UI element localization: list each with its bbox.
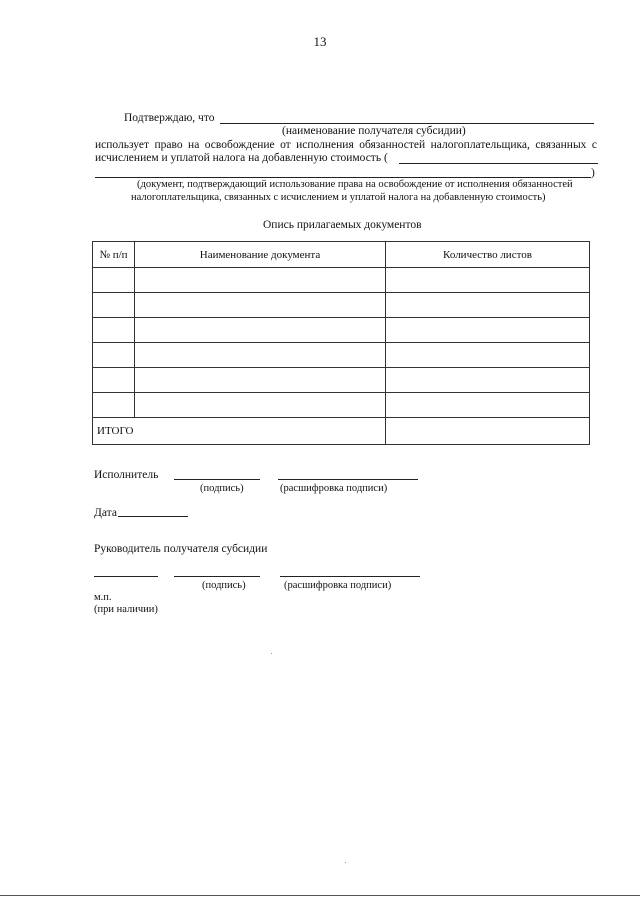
scan-speck (345, 862, 346, 863)
header-document-name: Наименование документа (135, 242, 386, 268)
total-sheet-count[interactable] (386, 418, 590, 445)
cell-sheet-count[interactable] (386, 293, 590, 318)
cell-number[interactable] (93, 268, 135, 293)
document-caption-2: налогоплательщика, связанных с исчислением и уплатой налога на добавленную стоимость) (131, 192, 546, 203)
document-caption-1: (документ, подтверждающий использование права на освобождение от исполнения обязанностей (137, 179, 573, 190)
cell-number[interactable] (93, 343, 135, 368)
cell-document-name[interactable] (135, 393, 386, 418)
header-sheet-count: Количество листов (386, 242, 590, 268)
head-decoding-caption: (расшифровка подписи) (284, 580, 392, 591)
executor-label: Исполнитель (94, 469, 159, 481)
cell-document-name[interactable] (135, 368, 386, 393)
total-label: ИТОГО (93, 418, 386, 445)
cell-number[interactable] (93, 318, 135, 343)
cell-sheet-count[interactable] (386, 368, 590, 393)
seal-label: м.п. (94, 592, 112, 603)
cell-number[interactable] (93, 368, 135, 393)
close-paren: ) (591, 167, 595, 179)
cell-sheet-count[interactable] (386, 393, 590, 418)
head-decoding-line[interactable] (280, 576, 420, 577)
document-line-a[interactable] (399, 163, 598, 164)
confirm-line-2: исчислением и уплатой налога на добавленную стоимость ( (95, 152, 388, 164)
table-row (93, 318, 590, 343)
page-number: 13 (313, 34, 327, 49)
recipient-caption: (наименование получателя субсидии) (282, 125, 466, 137)
cell-sheet-count[interactable] (386, 343, 590, 368)
table-row (93, 268, 590, 293)
inventory-title: Опись прилагаемых документов (263, 219, 422, 231)
date-label: Дата (94, 507, 117, 519)
page-bottom-edge (0, 895, 640, 896)
executor-signature-caption: (подпись) (200, 483, 244, 494)
head-label: Руководитель получателя субсидии (94, 543, 268, 555)
cell-document-name[interactable] (135, 318, 386, 343)
table-row (93, 368, 590, 393)
table-row (93, 293, 590, 318)
cell-document-name[interactable] (135, 268, 386, 293)
seal-note: (при наличии) (94, 604, 158, 615)
executor-decoding-line[interactable] (278, 479, 418, 480)
head-signature-line[interactable] (174, 576, 260, 577)
table-row (93, 343, 590, 368)
scan-speck (271, 653, 272, 654)
head-position-line[interactable] (94, 576, 158, 577)
inventory-table (92, 241, 590, 445)
cell-number[interactable] (93, 293, 135, 318)
head-signature-caption: (подпись) (202, 580, 246, 591)
cell-document-name[interactable] (135, 343, 386, 368)
cell-number[interactable] (93, 393, 135, 418)
table-header-row (93, 242, 590, 268)
confirm-line-1: использует право на освобождение от исполнения обязанностей налогоплательщика, связанных с (95, 139, 597, 151)
table-row (93, 393, 590, 418)
header-number: № п/п (93, 242, 135, 268)
confirm-prefix: Подтверждаю, что (124, 112, 215, 124)
executor-signature-line[interactable] (174, 479, 260, 480)
cell-sheet-count[interactable] (386, 318, 590, 343)
executor-decoding-caption: (расшифровка подписи) (280, 483, 388, 494)
total-row (93, 418, 590, 445)
cell-document-name[interactable] (135, 293, 386, 318)
date-line[interactable] (118, 516, 188, 517)
cell-sheet-count[interactable] (386, 268, 590, 293)
